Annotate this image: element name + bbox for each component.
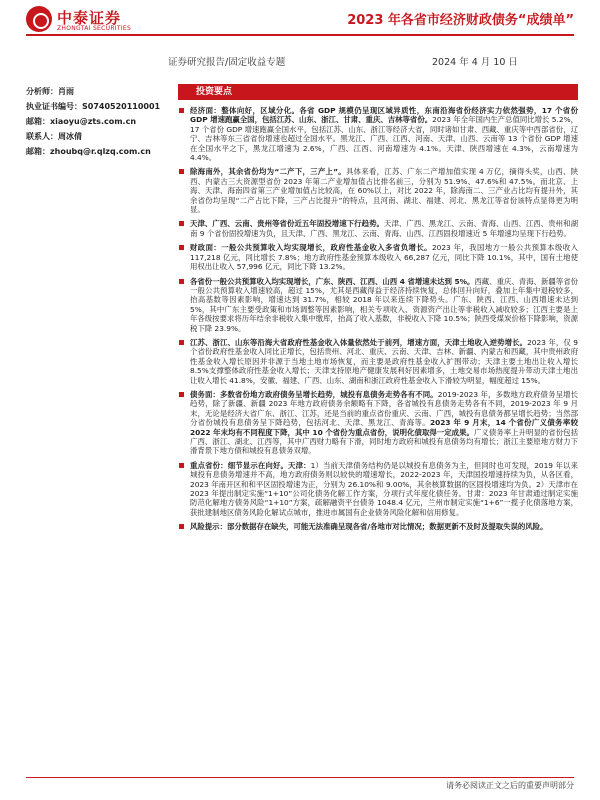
key-point-lead: 天津、广西、云南、贵州等省份近五年固投增速下行趋势。 [190,219,385,229]
contact-email[interactable]: 邮箱：zhoubq@r.qlzq.com.cn [26,147,151,156]
key-point-body: 2023 年，我国地方一般公共预算本级收入 117,218 亿元，同比增长 7.8%；地方政府性基金预算本级收入 66,287 亿元，同比下降 10.1%，其中，国有土地使用权出让收入 57,996 亿元，同比下降 13.2%。 [190,243,578,272]
header-divider [26,34,574,36]
document-title: 2023 年各省市经济财政债务“成绩单” [347,13,574,28]
key-point-lead: 经济面：整体向好，区域分化。各省 GDP 规模仍呈现区域异质性，东南沿海省份经济实力依然强势，17 个省份 GDP 增速跑赢全国，包括江苏、山东、浙江、甘肃、重庆、吉林等省份。 [190,106,578,125]
key-point-body: 2023 年全年国内生产总值同比增长 5.2%，17 个省份 GDP 增速跑赢全国水平，包括江苏、山东、浙江等经济大省，同时诸如甘肃、西藏、重庆等中西部省份，辽宁、吉林等东三省省份增速也超过全国水平。黑龙江、广西、江西、河南、天津、山西、云南等 13 个省份 GDP 增速在全国水平之下，黑龙江增速为 2.6%，广西、江西、河南增速为 4.1%。天津、陕西增速在 4.3%，云南增速为 4.4%。 [190,115,578,163]
key-point-key-provinces [178,461,578,517]
logo-subtext: ZHONGTAI SECURITIES [57,25,132,32]
key-point-body: 1）当前天津债务结构仍是以城投有息债务为主，但同时也可发现，2019 年以来城投有息债务增速并不高，地方政府债务则以较快的增速增长，2022-2023 年，天津国投增速持续为负，从各区看，2023 年南开区和和平区固投增速为正，分别为 26.10%和 9.00%，其余核算数据的区固投增速均为负。2）天津市在 2023 年提出制定实施“1+10”公司化债务化解工作方案，分项行式年度化债任务。甘肃：2023 年甘肃通过制定实施防范化解地方债务风险“1+10”方案，疏解融资平台债务 1048.4 亿元，兰州市制定实施“1+6”一揽子化债落地方案，获批建制地区债务风险化解试点城市，推进市属国有企业债务风险化解和信用修复。 [190,460,578,517]
key-point-investment [178,219,578,238]
logo-mark-icon [26,6,52,32]
key-point-lead: 债务面：多数省份地方政府债务呈增长趋势，城投有息债务走势各有不同。 [190,389,438,399]
key-point-lead: 各省份一般公共预算收入均实现增长，广东、陕西、江西、山西 4 省增速未达到 5%。 [190,276,475,286]
section-header: 投资要点 [178,84,578,100]
main-content [178,84,578,774]
key-point-economy [178,106,578,162]
key-point-fund-revenue [178,338,578,385]
key-point-body-2: 广义债务率上升明显的省份包括广西、浙江、湖北、江西等，其中广西财力略有下滑，同时地方政府和城投有息债务均有增长；浙江主要原地方财力下滑背景下地方债和城投有息债务双增。 [190,427,578,456]
key-point-lead: 风险提示：部分数据存在缺失，可能无法准确呈现各省/各地市对比情况；数据更新不及时及提取失误的风险。 [190,522,548,532]
key-point-lead: 除海南外，其余省份均为“二产下，三产上”。 [190,167,346,177]
key-point-body: 天津、广西、黑龙江、云南、青海、山西、江西、贵州和湖南 9 个省份固投增速为负，且天津、广西、黑龙江、云南、青海、山西、江西固投增速近 5 年增速均呈现下行趋势。 [190,219,578,238]
zhongtai-logo [26,6,156,36]
key-points-list [178,106,578,532]
logo-text: 中泰证券 [57,9,122,27]
analyst-email[interactable]: 邮箱：xiaoyu@zts.com.cn [26,117,137,126]
key-point-risk [178,522,578,531]
analyst-name: 分析师：肖雨 [26,87,74,96]
key-point-body: 西藏、重庆、青海、新疆等省份一般公共预算收入增速较高，超过 15%，尤其是西藏得益于经济持续恢复，总体回升向好，叠加上年集中退税较多，抬高基数等因素影响，增速达到 31.7%，相较 2018 年以来连续下降势头。广东、陕西、江西、山西增速未达到 5%，其中广东主要受政策和市场调整等因素影响，相关专项收入、资源资产出让等非税收入减收较多；江西主要是上年各级按要求将历年结余非税收入集中缴库，抬高了收入基数，非税收入下降 10.5%；陕西受煤炭价格下降影响，资源税下降 23.9%。 [190,276,578,333]
report-date: 2024 年 4 月 10 日 [432,57,518,68]
key-point-body: 2023 年，仅 9 个省份政府性基金收入同比正增长，包括贵州、河北、重庆、云南、天津、吉林、新疆、内蒙古和西藏，其中贵州政府性基金收入增长原因并非源于当地土地市场恢复，而主要是政府性基金收入扩围带动；天津主要土地出让收入增长 8.5%支撑整体政府性基金收入增长；天津支持原地产健康发展利好因素增多，土地交易市场热度提升带动天津土地出让收入增长 41.8%，安徽、福建、广西、山东、湖南和浙江政府性基金收入下滑较为明显，幅度超过 15%。 [190,337,578,385]
key-point-lead: 重点省份：细节显示在向好。天津： [190,460,311,470]
key-point-body: 2019-2023 年，多数地方政府债务呈增长趋势，除了新疆、新疆 2023 年地方政府债务余额略有下降，各省城投有息债务走势各有不同，2019-2023 年 9 月末，无论是经济大省广东、浙江、江苏，还是当前的重点省份重庆、云南、广西，城投有息债务都呈增长趋势；当然部分省份城投有息债务呈下降趋势，包括河北、天津、黑龙江、青海等。 [190,389,578,428]
key-point-body: 具体来看，江苏、广东二产增加值实现 4 万亿，摘得头奖，山西、陕西、内蒙古三大资源型省份 2023 年第二产业增加值占比排名前三，分别为 51.9%、47.6%和 47.5%。而北京、上海、天津、海南四省第三产业增加值占比较高，在 60%以上，对比 2022 年，除海南二、三产业占比均有提升外，其余省份均呈现“二产占比下降，三产占比提升”的特点，且河南、湖北、福建、河北、黑龙江等省份该特点显得更为明显。 [190,167,579,215]
analyst-sidebar [26,84,166,159]
key-point-debt [178,390,578,456]
key-point-lead: 江苏、浙江、山东等沿海大省政府性基金收入体量依然处于前列，增速方面，天津土地收入逆势增长。 [190,337,528,347]
report-type: 证券研究报告/固定收益专题 [168,57,286,68]
contact-name: 联系人：周冰倩 [26,132,82,141]
key-point-lead: 财政面：一般公共预算收入均实现增长，政府性基金收入多省负增长。 [190,243,432,253]
footer-disclaimer: 请务必阅读正文之后的重要声明部分 [446,781,574,790]
key-point-fiscal [178,243,578,271]
key-point-lead-2: 2023 年 9 月末，14 个省份广义债务率较 2022 年末均有不同程度下降，其中 10 个省份为重点省份，说明化债取得一定成果。 [190,418,578,437]
page-header [0,0,600,40]
key-point-budget-revenue [178,277,578,333]
footer-divider [26,777,574,778]
key-point-industry [178,167,578,214]
analyst-license: 执业证书编号：S0740520110001 [26,102,161,111]
